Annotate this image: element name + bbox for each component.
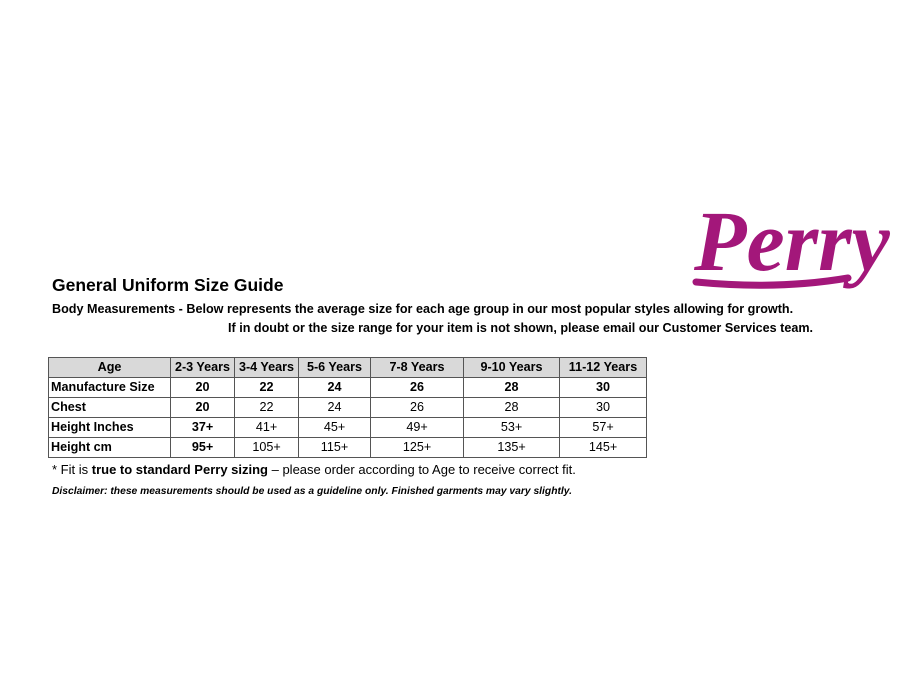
table-cell: 28 bbox=[464, 398, 560, 418]
table-cell: 145+ bbox=[560, 438, 647, 458]
table-cell: 24 bbox=[299, 378, 371, 398]
table-cell: 57+ bbox=[560, 418, 647, 438]
subtitle-line-2: If in doubt or the size range for your item is not shown, please email our Customer Services team. bbox=[228, 321, 814, 335]
table-cell: 22 bbox=[235, 378, 299, 398]
table-cell: 95+ bbox=[171, 438, 235, 458]
fit-note-bold: true to standard Perry sizing bbox=[91, 462, 268, 477]
header-2-3: 2-3 Years bbox=[171, 358, 235, 378]
table-cell: 49+ bbox=[371, 418, 464, 438]
size-table bbox=[48, 357, 647, 458]
header-age: Age bbox=[49, 358, 171, 378]
table-cell: 37+ bbox=[171, 418, 235, 438]
table-row bbox=[49, 438, 647, 458]
table-cell: 45+ bbox=[299, 418, 371, 438]
table-row bbox=[49, 418, 647, 438]
table-cell: 22 bbox=[235, 398, 299, 418]
row-label: Chest bbox=[49, 398, 171, 418]
table-cell: 115+ bbox=[299, 438, 371, 458]
table-cell: 53+ bbox=[464, 418, 560, 438]
fit-note bbox=[52, 462, 576, 477]
table-row bbox=[49, 378, 647, 398]
table-cell: 20 bbox=[171, 378, 235, 398]
perry-logo bbox=[688, 178, 890, 298]
table-cell: 105+ bbox=[235, 438, 299, 458]
table-cell: 26 bbox=[371, 378, 464, 398]
fit-note-suffix: – please order according to Age to receive correct fit. bbox=[268, 462, 576, 477]
disclaimer: Disclaimer: these measurements should be used as a guideline only. Finished garments may vary slightly. bbox=[52, 486, 572, 497]
table-cell: 30 bbox=[560, 378, 647, 398]
table-cell: 26 bbox=[371, 398, 464, 418]
header-5-6: 5-6 Years bbox=[299, 358, 371, 378]
header-3-4: 3-4 Years bbox=[235, 358, 299, 378]
header-7-8: 7-8 Years bbox=[371, 358, 464, 378]
table-cell: 28 bbox=[464, 378, 560, 398]
table-cell: 135+ bbox=[464, 438, 560, 458]
logo-text: Perry bbox=[694, 193, 890, 289]
header-11-12: 11-12 Years bbox=[560, 358, 647, 378]
row-label: Height Inches bbox=[49, 418, 171, 438]
fit-note-prefix: * Fit is bbox=[52, 462, 92, 477]
row-label: Height cm bbox=[49, 438, 171, 458]
page-title: General Uniform Size Guide bbox=[52, 275, 284, 295]
table-header-row bbox=[49, 358, 647, 378]
table-cell: 41+ bbox=[235, 418, 299, 438]
subtitle-line-1: Body Measurements - Below represents the average size for each age group in our most popular styles allowing for growth. bbox=[52, 302, 794, 316]
row-label: Manufacture Size bbox=[49, 378, 171, 398]
table-row bbox=[49, 398, 647, 418]
header-9-10: 9-10 Years bbox=[464, 358, 560, 378]
table-cell: 125+ bbox=[371, 438, 464, 458]
table-cell: 24 bbox=[299, 398, 371, 418]
table-cell: 20 bbox=[171, 398, 235, 418]
table-cell: 30 bbox=[560, 398, 647, 418]
